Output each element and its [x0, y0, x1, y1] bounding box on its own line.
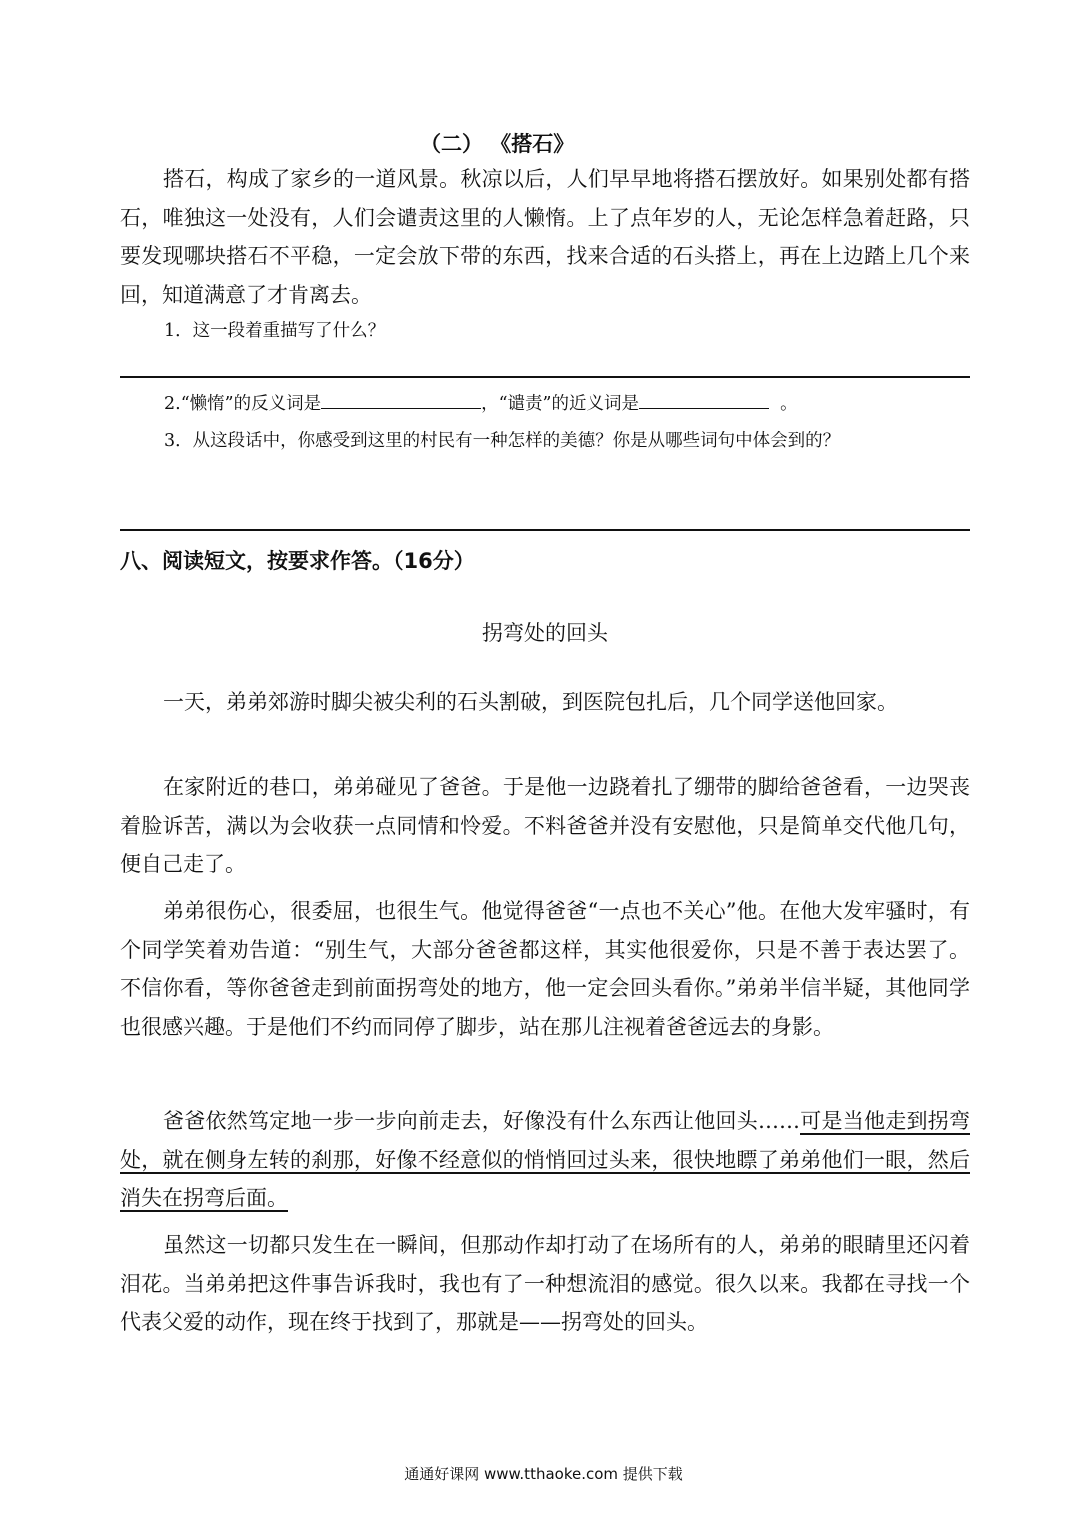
question-2-text-a: 2.“懒惰”的反义词是 — [164, 394, 322, 414]
story-paragraph-2: 在家附近的巷口，弟弟碰见了爸爸。于是他一边跷着扎了绷带的脚给爸爸看，一边哭丧着脸诉苦，满以为会收获一点同情和怜爱。不料爸爸并没有安慰他，只是简单交代他几句，便自己走了。 — [120, 775, 970, 876]
answer-line-1 — [120, 376, 970, 378]
question-3: 3．从这段话中，你感受到这里的村民有一种怎样的美德？你是从哪些词句中体会到的？ — [164, 431, 841, 451]
story-paragraph-3: 弟弟很伤心，很委屈，也很生气。他觉得爸爸“一点也不关心”他。在他大发牢骚时，有个同学笑着劝告道：“别生气，大部分爸爸都这样，其实他很爱你，只是不善于表达罢了。不信你看，等你爸爸走到前面拐弯处的地方，他一定会回头看你。”弟弟半信半疑，其他同学也很感兴趣。于是他们不约而同停了脚步，站在那儿注视着爸爸远去的身影。 — [120, 899, 970, 1039]
answer-blank-synonym[interactable] — [639, 388, 769, 409]
story-title: 拐弯处的回头 — [482, 621, 608, 645]
question-2-text-c: 。 — [780, 394, 798, 414]
question-2 — [120, 386, 970, 422]
underlined-sentence: 可是当他走到拐弯处，就在侧身左转的刹那，好像不经意似的悄悄回过头来，很快地瞟了弟弟他们一眼，然后消失在拐弯后面。 — [120, 1109, 970, 1210]
story-paragraph-4 — [120, 1102, 970, 1218]
question-1: 1．这一段着重描写了什么？ — [164, 321, 386, 341]
section-2-title: （二） 《搭石》 — [420, 132, 575, 156]
story-paragraph-4-text: 爸爸依然笃定地一步一步向前走去，好像没有什么东西让他回头…… — [163, 1109, 800, 1133]
story-paragraph-1: 一天，弟弟郊游时脚尖被尖利的石头割破，到医院包扎后，几个同学送他回家。 — [163, 690, 898, 714]
section-8-heading: 八、阅读短文，按要求作答。（16分） — [120, 549, 475, 573]
question-2-text-b: ，“谴责”的近义词是 — [481, 394, 639, 414]
answer-line-3 — [120, 529, 970, 531]
dashi-paragraph: 搭石，构成了家乡的一道风景。秋凉以后，人们早早地将搭石摆放好。如果别处都有搭石，唯独这一处没有，人们会谴责这里的人懒惰。上了点年岁的人，无论怎样急着赶路，只要发现哪块搭石不平稳，一定会放下带的东西，找来合适的石头搭上，再在上边踏上几个来回，知道满意了才肯离去。 — [120, 167, 970, 307]
answer-blank-antonym[interactable] — [321, 388, 481, 409]
footer-source: 通通好课网 www.tthaoke.com 提供下载 — [404, 1465, 683, 1483]
story-paragraph-5: 虽然这一切都只发生在一瞬间，但那动作却打动了在场所有的人，弟弟的眼睛里还闪着泪花。当弟弟把这件事告诉我时，我也有了一种想流泪的感觉。很久以来。我都在寻找一个代表父爱的动作，现在终于找到了，那就是——拐弯处的回头。 — [120, 1233, 970, 1334]
